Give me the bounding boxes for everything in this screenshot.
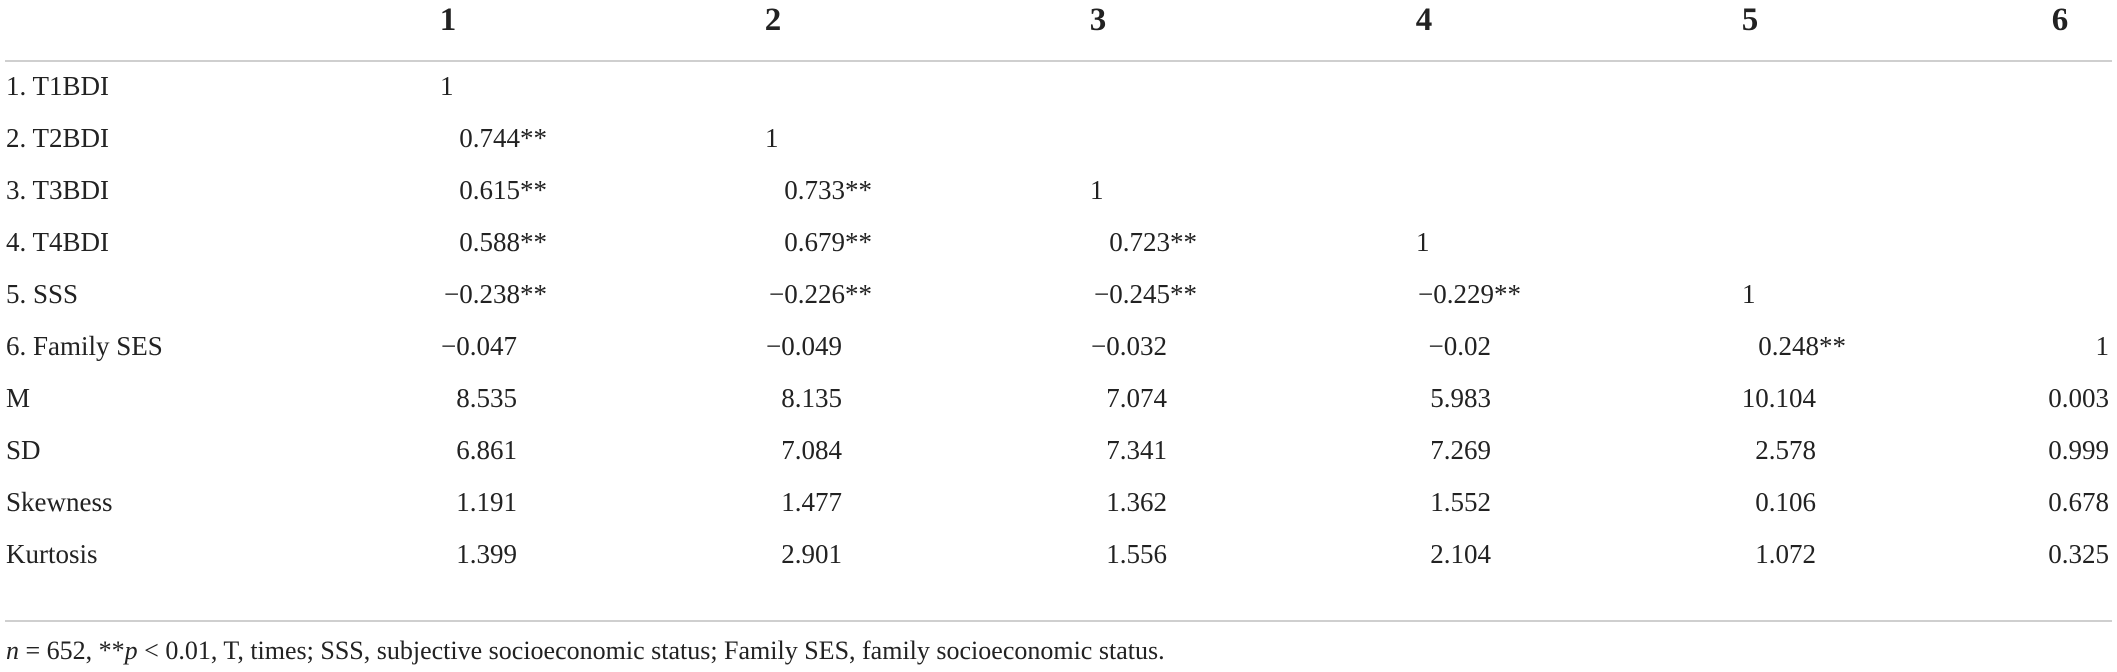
table-cell: 1.552 <box>1430 487 1491 517</box>
footnote-text: < 0.01, T, times; SSS, subjective socioeconomic status; Family SES, family socioeconomic status. <box>137 636 1165 665</box>
row-label: 6. Family SES <box>6 331 163 361</box>
table-cell: 2.104 <box>1430 539 1491 569</box>
column-header-5: 5 <box>1741 2 1759 38</box>
table-row <box>0 320 2117 372</box>
table-cell: 6.861 <box>456 435 517 465</box>
table-cell: 0.723** <box>1109 227 1197 257</box>
table-cell: 0.744** <box>459 123 547 153</box>
table-row <box>0 164 2117 216</box>
column-header-3: 3 <box>1089 2 1107 38</box>
table-cell: 1 <box>2095 331 2109 361</box>
table-cell: 1 <box>440 71 454 101</box>
table-cell: −0.238** <box>444 279 547 309</box>
row-label: M <box>6 383 31 413</box>
table-cell: 7.084 <box>781 435 842 465</box>
table-row <box>0 60 2117 112</box>
table-cell: −0.032 <box>1091 331 1167 361</box>
footnote-p-symbol: p <box>124 636 138 665</box>
table-cell: −0.226** <box>769 279 872 309</box>
table-cell: 0.733** <box>784 175 872 205</box>
table-cell: 1 <box>765 123 779 153</box>
table-header <box>0 0 2117 40</box>
table-row <box>0 268 2117 320</box>
table-cell: 1.072 <box>1755 539 1816 569</box>
table-cell: 1 <box>1416 227 1430 257</box>
table-cell: 7.341 <box>1106 435 1167 465</box>
table-cell: 0.588** <box>459 227 547 257</box>
table-footnote <box>6 634 1165 668</box>
table-cell: 0.678 <box>2048 487 2109 517</box>
table-cell: 2.578 <box>1755 435 1816 465</box>
footnote-n-value: = 652, ** <box>19 636 125 665</box>
table-cell: 0.003 <box>2048 383 2109 413</box>
table-cell: −0.049 <box>766 331 842 361</box>
table-cell: 1.191 <box>456 487 517 517</box>
row-label: 5. SSS <box>6 279 79 309</box>
table-cell: 0.248** <box>1758 331 1846 361</box>
column-header-4: 4 <box>1415 2 1433 38</box>
table-cell: 8.135 <box>781 383 842 413</box>
table-cell: 0.325 <box>2048 539 2109 569</box>
table-row <box>0 476 2117 528</box>
table-row <box>0 372 2117 424</box>
row-label: SD <box>6 435 41 465</box>
table-cell: 0.106 <box>1755 487 1816 517</box>
table-cell: 1.556 <box>1106 539 1167 569</box>
table-cell: 1 <box>1742 279 1756 309</box>
table-row <box>0 528 2117 580</box>
table-cell: 1 <box>1090 175 1104 205</box>
table-cell: 5.983 <box>1430 383 1491 413</box>
table-row <box>0 424 2117 476</box>
row-label: 1. T1BDI <box>6 71 110 101</box>
footnote-n-symbol: n <box>6 636 19 665</box>
table-cell: 10.104 <box>1741 383 1816 413</box>
table-cell: 1.362 <box>1106 487 1167 517</box>
table-cell: 1.399 <box>456 539 517 569</box>
row-label: Kurtosis <box>6 539 98 569</box>
row-label: Skewness <box>6 487 113 517</box>
row-label: 2. T2BDI <box>6 123 110 153</box>
column-header-1: 1 <box>439 2 457 38</box>
table-cell: 7.269 <box>1430 435 1491 465</box>
table-cell: −0.229** <box>1418 279 1521 309</box>
table-cell: 8.535 <box>456 383 517 413</box>
column-header-2: 2 <box>764 2 782 38</box>
table-cell: 0.679** <box>784 227 872 257</box>
table-row <box>0 216 2117 268</box>
table-cell: −0.047 <box>441 331 517 361</box>
row-label: 4. T4BDI <box>6 227 110 257</box>
table-cell: 7.074 <box>1106 383 1167 413</box>
row-label: 3. T3BDI <box>6 175 110 205</box>
table-cell: 2.901 <box>781 539 842 569</box>
table-cell: 0.615** <box>459 175 547 205</box>
table-row <box>0 112 2117 164</box>
table-cell: 1.477 <box>781 487 842 517</box>
table-cell: 0.999 <box>2048 435 2109 465</box>
table-cell: −0.02 <box>1428 331 1491 361</box>
table-cell: −0.245** <box>1094 279 1197 309</box>
table-bottom-divider <box>5 620 2112 622</box>
column-header-6: 6 <box>2051 2 2069 38</box>
